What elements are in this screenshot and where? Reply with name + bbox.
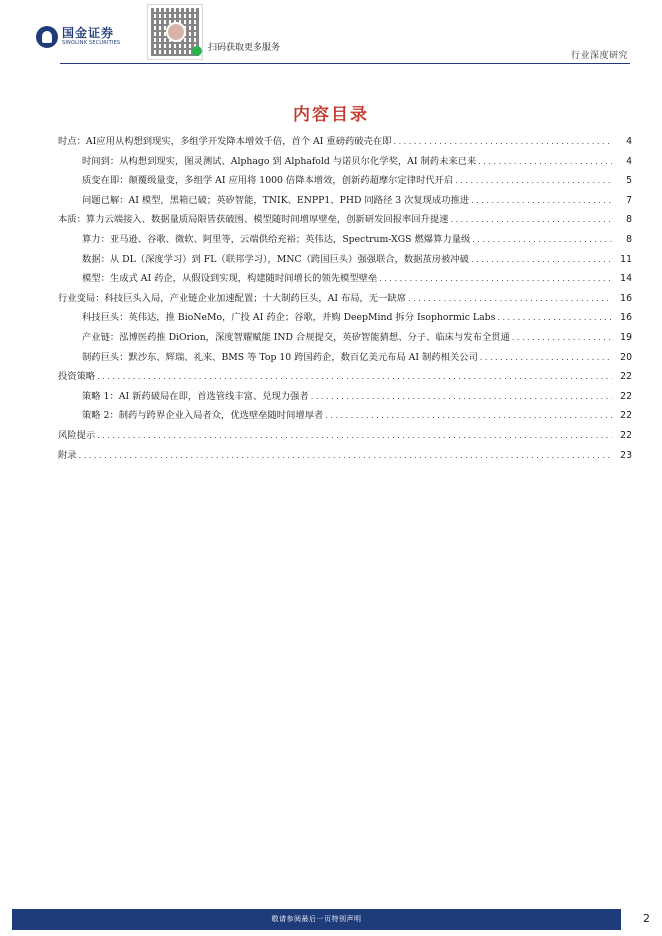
toc-entry-title: 策略 2：制药与跨界企业入局者众，优选壁垒随时间增厚者 [82, 410, 324, 422]
toc-entry-page: 11 [620, 253, 632, 265]
logo-mark-icon [36, 26, 58, 48]
toc-entry-page: 14 [620, 273, 632, 285]
toc-entry-title: 产业链：泓博医药推 DiOrion，深度智耀赋能 IND 合规提交，英矽智能猜想、分子、临床与发布全贯通 [82, 331, 510, 343]
page-footer [0, 909, 662, 936]
toc-leader-dots [97, 426, 612, 446]
page-number: 2 [643, 912, 650, 925]
toc-entry[interactable] [58, 289, 632, 309]
footer-disclaimer: 敬请参阅最后一页特别声明 [271, 915, 362, 923]
toc-entry[interactable] [58, 250, 632, 270]
toc-entry[interactable] [58, 367, 632, 387]
toc-entry-page: 16 [620, 292, 632, 304]
header-divider [60, 63, 630, 64]
toc-entry-page: 4 [626, 155, 632, 167]
toc-entry[interactable] [58, 387, 632, 407]
toc-entry[interactable] [58, 406, 632, 426]
toc-entry-title: 数据：从 DL（深度学习）到 FL（联邦学习），MNC（跨国巨头）强强联合，数据茧房被冲破 [82, 253, 469, 265]
toc-leader-dots [393, 132, 612, 152]
toc-entry-page: 7 [626, 194, 632, 206]
toc-leader-dots [408, 289, 612, 309]
toc-entry[interactable] [58, 171, 632, 191]
toc-entry-title: 投资策略 [58, 371, 96, 383]
toc-leader-dots [79, 446, 612, 466]
toc-entry-title: 风险提示 [58, 429, 96, 441]
qr-code-icon [147, 4, 203, 60]
toc-entry-page: 19 [620, 331, 632, 343]
logo-name-cn: 国金证券 [62, 26, 115, 40]
toc-entry-title: 本质：算力云端接入、数据量质局限皆获破围、模型随时间增厚壁垒，创新研发回报率回升提速 [58, 214, 449, 226]
qr-mini-program-badge-icon [192, 46, 202, 56]
toc-entry-title: 科技巨头：英伟达，推 BioNeMo，广投 AI 药企；谷歌，并购 DeepMind 拆分 Isophormic Labs [82, 312, 496, 324]
qr-label: 扫码获取更多服务 [208, 43, 281, 53]
toc-leader-dots [450, 210, 612, 230]
toc-entry-page: 22 [620, 410, 632, 422]
toc-title: 内容目录 [293, 105, 369, 125]
toc-entry[interactable] [58, 446, 632, 466]
toc-entry-title: 策略 1：AI 新药破局在即，首选管线丰富、兑现力强者 [82, 390, 309, 402]
toc-entry-page: 8 [626, 233, 632, 245]
toc-entry[interactable] [58, 269, 632, 289]
toc-entry[interactable] [58, 308, 632, 328]
table-of-contents [58, 132, 632, 465]
toc-leader-dots [471, 191, 612, 211]
qr-center-avatar-icon [166, 22, 186, 42]
toc-entry[interactable] [58, 210, 632, 230]
toc-leader-dots [311, 387, 612, 407]
toc-entry-title: 时间到：从构想到现实，图灵测试、Alphago 到 Alphafold 与诺贝尔化学奖，AI 制药未来已来 [82, 155, 477, 167]
toc-leader-dots [97, 367, 612, 387]
company-logo [36, 26, 120, 48]
toc-leader-dots [512, 328, 612, 348]
toc-entry[interactable] [58, 348, 632, 368]
toc-leader-dots [497, 308, 612, 328]
toc-entry[interactable] [58, 426, 632, 446]
toc-entry[interactable] [58, 230, 632, 250]
toc-entry-page: 22 [620, 371, 632, 383]
logo-text [62, 27, 120, 47]
toc-entry-title: 质变在即：颠覆级量变，多组学 AI 应用将 1000 倍降本增效，创新药超摩尔定律时代开启 [82, 175, 454, 187]
toc-entry-page: 23 [620, 449, 632, 461]
logo-name-en: SINOLINK SECURITIES [62, 40, 121, 46]
toc-leader-dots [471, 250, 612, 270]
toc-leader-dots [455, 171, 612, 191]
toc-entry-page: 20 [620, 351, 632, 363]
toc-entry[interactable] [58, 152, 632, 172]
toc-entry[interactable] [58, 328, 632, 348]
toc-entry-page: 8 [626, 214, 632, 226]
toc-entry-page: 22 [620, 429, 632, 441]
toc-entry[interactable] [58, 132, 632, 152]
report-type: 行业深度研究 [570, 51, 628, 61]
toc-entry-title: 制药巨头：默沙东、辉瑞、礼来、BMS 等 Top 10 跨国药企，数百亿美元布局 AI 制药相关公司 [82, 351, 478, 363]
toc-entry-page: 4 [626, 136, 632, 147]
toc-leader-dots [472, 230, 612, 250]
toc-entry-page: 16 [620, 312, 632, 324]
toc-leader-dots [478, 152, 612, 172]
toc-leader-dots [325, 406, 612, 426]
toc-leader-dots [379, 269, 612, 289]
toc-entry-title: 时点：AI应用从构想到现实，多组学开发降本增效千倍，首个 AI 重磅药破壳在即 [58, 136, 392, 147]
toc-entry-title: 附录 [58, 449, 77, 461]
toc-entry-title: 算力：亚马逊、谷歌、微软、阿里等，云端供给充裕；英伟达，Spectrum-XGS 燃爆算力量级 [82, 233, 471, 245]
toc-entry-page: 5 [626, 175, 632, 187]
toc-leader-dots [480, 348, 612, 368]
toc-entry[interactable] [58, 191, 632, 211]
toc-entry-title: 行业变局：科技巨头入局，产业链企业加速配置；十大制药巨头，AI 布局，无一缺席 [58, 292, 407, 304]
toc-entry-title: 模型：生成式 AI 药企，从假设到实现，构建随时间增长的领先模型壁垒 [82, 273, 378, 285]
toc-entry-title: 问题已解：AI 模型，黑箱已破；英矽智能，TNIK、ENPP1、PHD 同路径 3 次复现成功推进 [82, 194, 470, 206]
toc-entry-page: 22 [620, 390, 632, 402]
page-header [0, 0, 662, 66]
